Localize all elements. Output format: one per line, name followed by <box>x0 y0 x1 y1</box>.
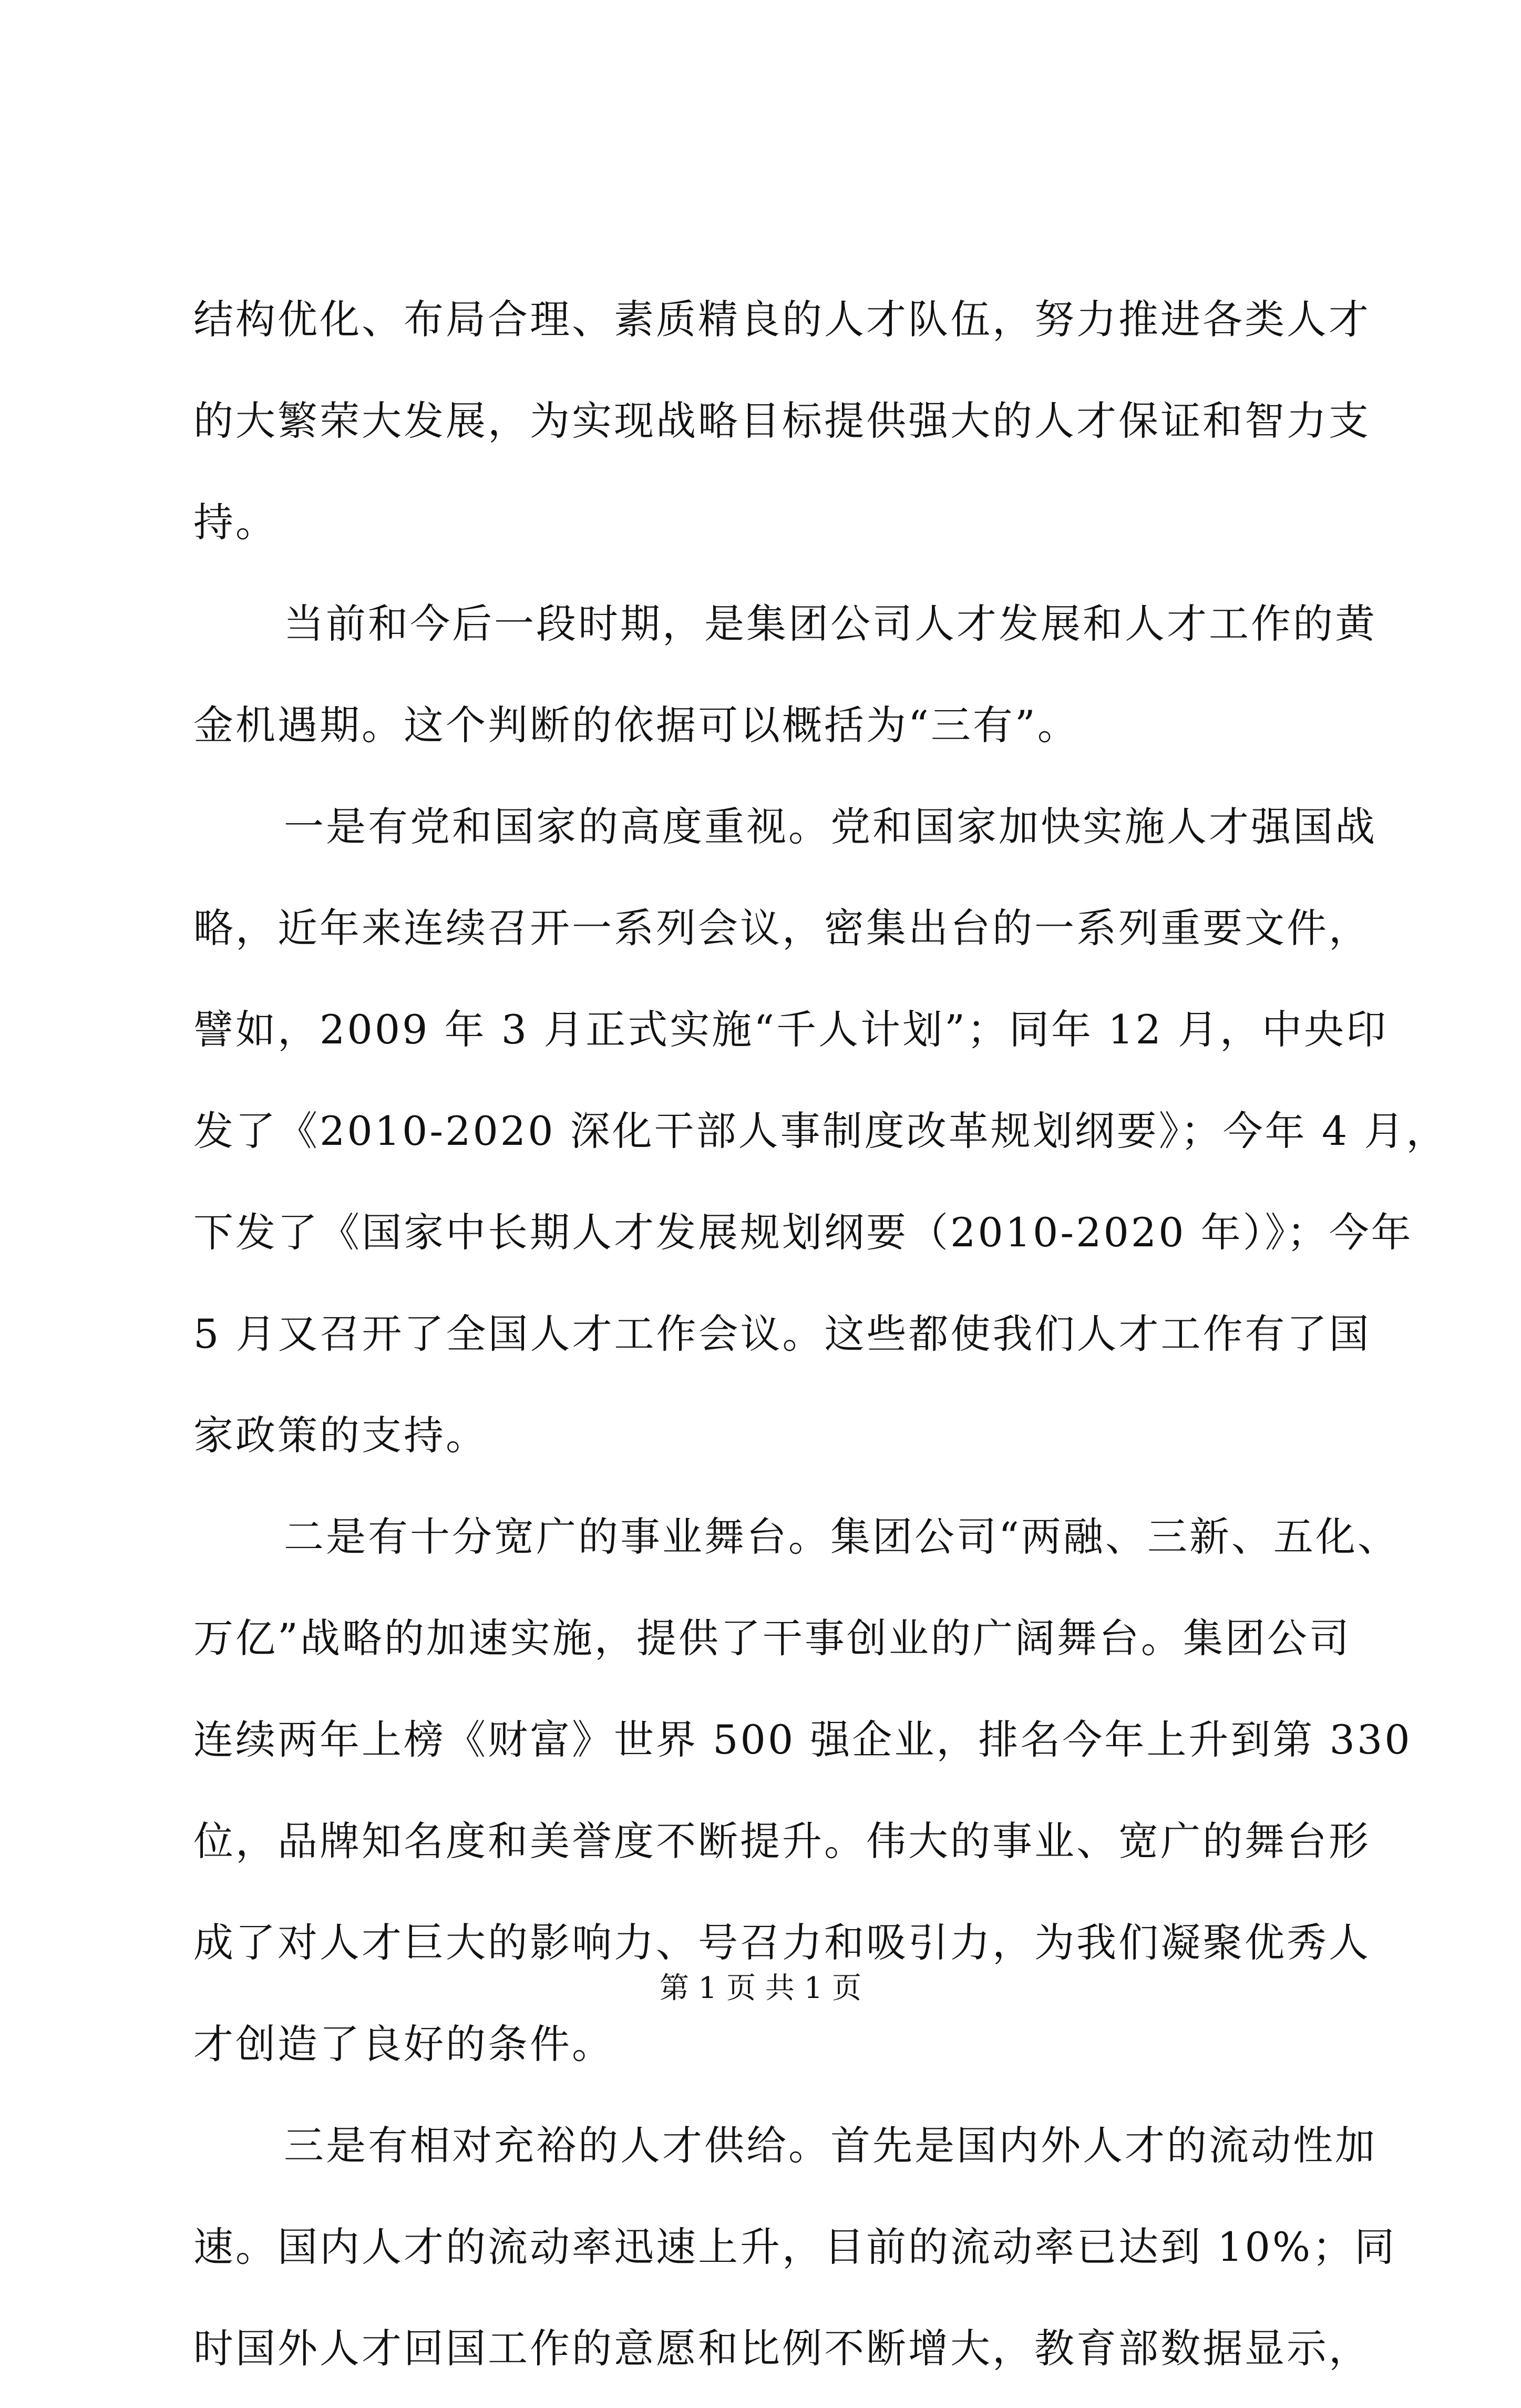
paragraph-first-line: 当前和今后一段时期，是集团公司人才发展和人才工作的黄 <box>284 600 1377 647</box>
text-line: 金机遇期。这个判断的依据可以概括为“三有”。 <box>193 702 1080 749</box>
text-line: 5 月又召开了全国人才工作会议。这些都使我们人才工作有了国 <box>193 1310 1371 1357</box>
text-line: 结构优化、布局合理、素质精良的人才队伍，努力推进各类人才 <box>193 296 1371 343</box>
text-line: 持。 <box>193 499 278 546</box>
page-footer: 第 1 页 共 1 页 <box>659 1971 862 2005</box>
text-line: 位，品牌知名度和美誉度不断提升。伟大的事业、宽广的舞台形 <box>193 1818 1371 1864</box>
text-line: 略，近年来连续召开一系列会议，密集出台的一系列重要文件， <box>193 905 1371 951</box>
paragraph-first-line: 二是有十分宽广的事业舞台。集团公司“两融、三新、五化、 <box>284 1513 1400 1560</box>
text-line: 才创造了良好的条件。 <box>193 2021 614 2067</box>
document-body <box>193 278 1448 2408</box>
text-line: 成了对人才巨大的影响力、号召力和吸引力，为我们凝聚优秀人 <box>193 1919 1371 1966</box>
text-line: 家政策的支持。 <box>193 1412 488 1459</box>
text-line: 速。国内人才的流动率迅速上升，目前的流动率已达到 10%；同 <box>193 2223 1397 2270</box>
text-line: 发了《2010-2020 深化干部人事制度改革规划纲要》；今年 4 月， <box>193 1108 1448 1154</box>
text-line: 譬如，2009 年 3 月正式实施“千人计划”；同年 12 月，中央印 <box>193 1006 1388 1053</box>
text-line: 下发了《国家中长期人才发展规划纲要（2010-2020 年）》；今年 <box>193 1209 1413 1256</box>
text-line: 万亿”战略的加速实施，提供了干事创业的广阔舞台。集团公司 <box>193 1615 1351 1662</box>
text-line: 时国外人才回国工作的意愿和比例不断增大，教育部数据显示， <box>193 2325 1371 2372</box>
text-line: 连续两年上榜《财富》世界 500 强企业，排名今年上升到第 330 <box>193 1716 1412 1763</box>
text-line: 的大繁荣大发展，为实现战略目标提供强大的人才保证和智力支 <box>193 397 1371 444</box>
paragraph-first-line: 一是有党和国家的高度重视。党和国家加快实施人才强国战 <box>284 803 1377 850</box>
paragraph-first-line: 三是有相对充裕的人才供给。首先是国内外人才的流动性加 <box>284 2122 1377 2169</box>
